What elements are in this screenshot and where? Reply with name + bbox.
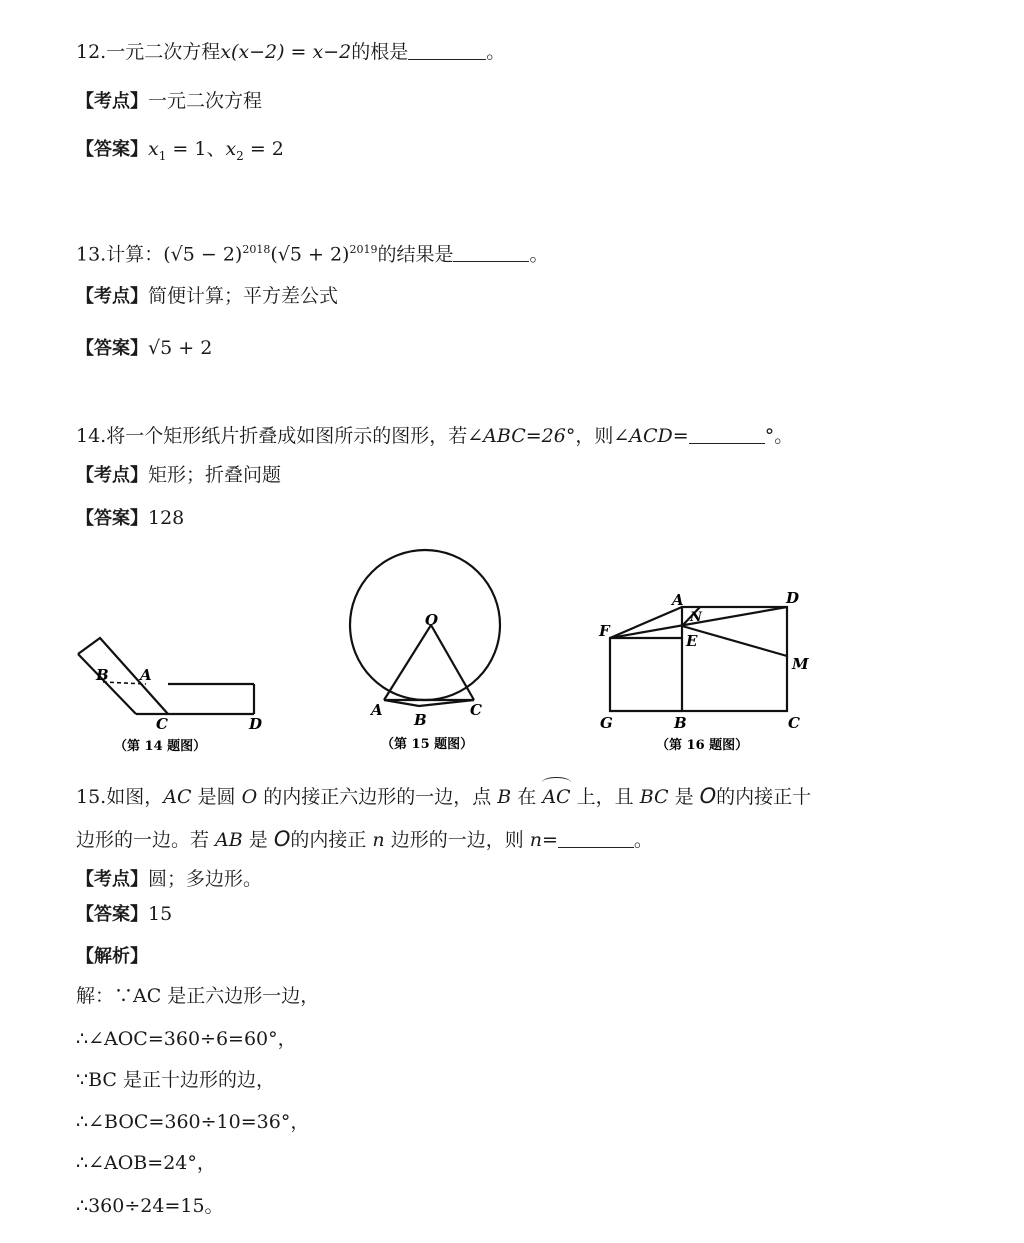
label-F: F [599,622,610,640]
label-D: D [249,715,263,733]
q15-question-line1: 15.如图，AC 是圆 O 的内接正六边形的一边，点 B 在 AC 上，且 BC 是 O的内接正十 [76,784,812,808]
solution-step-5: ∴∠AOB=24°， [76,1152,216,1174]
q13-answer: 【答案】√5 + 2 [76,337,213,359]
label-M: M [792,655,809,673]
label-B: B [674,714,687,732]
solution-step-3: ∵BC 是正十边形的边， [76,1069,275,1091]
label-A: A [672,591,684,609]
figure-14-caption: （第 14 题图） [114,739,207,754]
label-B: B [96,666,109,684]
q15-analysis-heading: 【解析】 [76,946,148,967]
q12-question: 12.一元二次方程x(x−2) = x−2的根是 。 [76,41,506,63]
q13-topic: 【考点】简便计算；平方差公式 [76,285,339,307]
q13-question: 13.计算：$(√5 - 2)^{2018}(√5 + 2)^{2019}$的结果是 。 [76,243,549,266]
q14-question: 14.将一个矩形纸片折叠成如图所示的图形，若∠ABC=26°，则∠ACD= °。 [76,425,794,447]
solution-step-6: ∴360÷24=15。 [76,1195,224,1217]
solution-step-1: 解：∵AC 是正六边形一边， [76,985,320,1007]
label-N: N [690,610,702,625]
label-D: D [786,589,800,607]
answer-blank [408,59,486,60]
label-E: E [686,632,698,650]
q14-answer: 【答案】128 [76,507,185,529]
figure-14 [70,630,280,760]
label-O: O [425,611,439,629]
label-A: A [371,701,383,719]
label-G: G [600,714,613,732]
q15-question-line2: 边形的一边。若 AB 是 O的内接正 n 边形的一边，则 n= 。 [76,827,653,851]
q15-topic: 【考点】圆；多边形。 [76,868,263,890]
figure-15 [335,545,515,755]
label-B: B [414,711,427,729]
q12-answer: 【答案】$x_1 = 1$、$x_2 = 2$ [76,138,284,163]
arc-AC: AC [542,786,571,808]
figure-16 [590,585,820,760]
label-C: C [470,701,482,719]
q14-topic: 【考点】矩形；折叠问题 [76,464,282,486]
q15-answer: 【答案】15 [76,903,173,925]
figure-15-caption: （第 15 题图） [381,737,474,752]
q12-topic: 【考点】一元二次方程 [76,90,263,112]
figure-16-caption: （第 16 题图） [656,738,749,753]
answer-blank [453,261,529,262]
answer-blank [558,847,634,848]
label-C: C [156,715,168,733]
label-C: C [788,714,800,732]
solution-step-2: ∴∠AOC=360÷6=60°， [76,1028,297,1050]
label-A: A [140,666,152,684]
answer-blank [689,443,765,444]
solution-step-4: ∴∠BOC=360÷10=36°， [76,1111,310,1133]
